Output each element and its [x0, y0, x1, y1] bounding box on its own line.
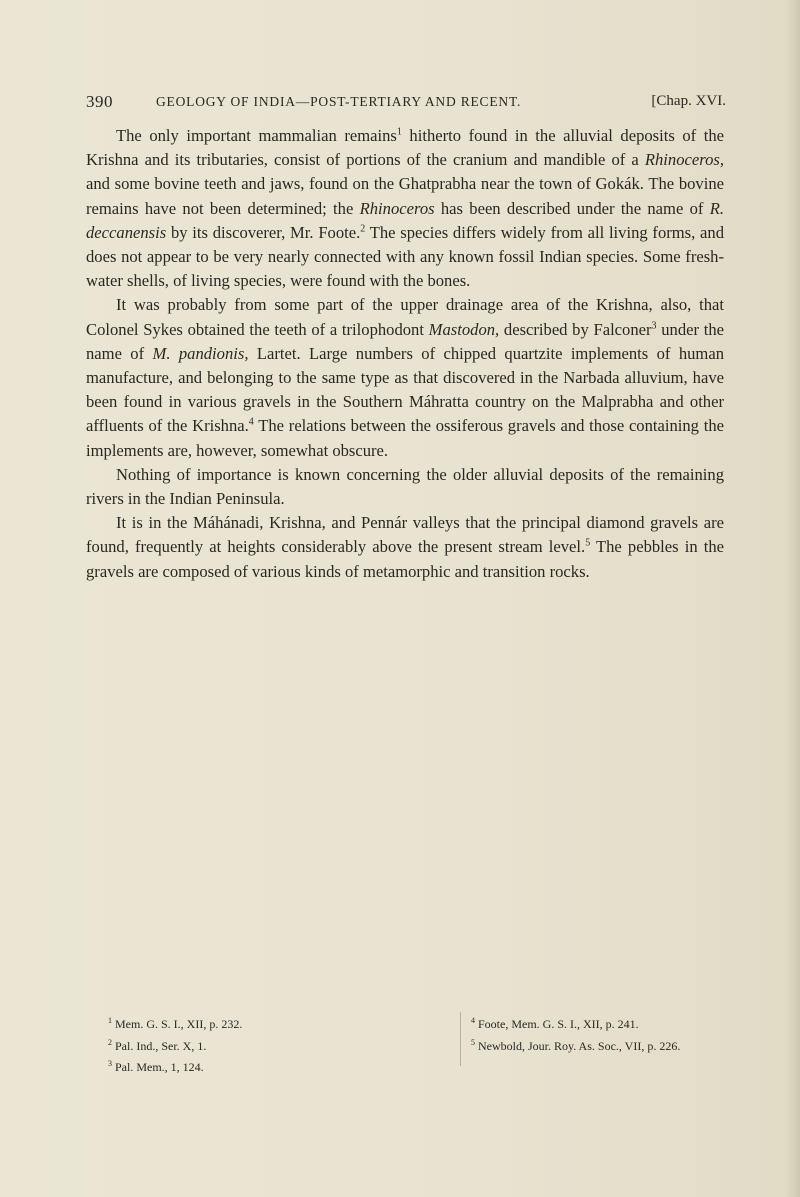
- running-title: GEOLOGY OF INDIA—POST-TERTIARY AND RECENT.: [156, 94, 522, 109]
- footnote-ref: 3: [651, 320, 657, 332]
- footnote-ref: 2: [360, 223, 366, 235]
- text-run: by its discoverer, Mr. Foote.: [166, 222, 361, 242]
- italic-term: Mastodon,: [428, 319, 500, 339]
- text-run: has been described under the name of: [434, 198, 710, 218]
- page-edge-shadow: [786, 0, 800, 1197]
- footnote-ref: 4: [248, 416, 254, 428]
- footnotes-left-column: [108, 1012, 448, 1077]
- footnote: [108, 1012, 448, 1034]
- footnote: [108, 1034, 448, 1056]
- footnote-text: Newbold, Jour. Roy. As. Soc., VII, p. 226.: [475, 1038, 681, 1053]
- text-run: hitherto found in the alluvial deposits of the Krishna and its tributaries, consist of portions of the cranium and mandible of a: [86, 126, 724, 170]
- footnote: [471, 1012, 761, 1034]
- paragraph: [86, 124, 724, 293]
- paragraph: [86, 293, 724, 462]
- footnote-mark: 1: [108, 1016, 112, 1025]
- italic-term: R. deccanensis: [86, 198, 725, 242]
- footnote-ref: 5: [585, 537, 591, 549]
- chapter-label: [Chap. XVI.: [651, 93, 726, 109]
- italic-term: Rhinoceros,: [644, 150, 724, 170]
- footnote-text: Pal. Mem., 1, 124.: [112, 1060, 204, 1074]
- footnote-text: Mem. G. S. I., XII, p. 232.: [112, 1017, 243, 1031]
- footnote-mark: 2: [108, 1037, 112, 1047]
- page-header: [86, 92, 726, 118]
- text-run: It was probably from some part of the upper drainage area of the Krishna, also, that Colonel Sykes obtained the teeth of a trilophodont: [86, 295, 724, 339]
- text-run: It is in the Máhánadi, Krishna, and Pennár valleys that the principal diamond gravels are found, frequently at heights considerably above the present stream level.: [86, 513, 724, 557]
- text-run: and some bovine teeth and jaws, found on the Ghatprabha near the town of Gokák. The bovine remains have not been determined; the: [86, 174, 724, 218]
- footnotes-right-column: [460, 1012, 761, 1066]
- body-text: [86, 124, 724, 584]
- paragraph: [86, 511, 724, 584]
- paragraph: [86, 463, 724, 511]
- text-run: The relations between the ossiferous gravels and those containing the implements are, however, somewhat obscure.: [86, 416, 725, 460]
- footnote: [108, 1055, 448, 1077]
- text-run: The pebbles in the gravels are composed of various kinds of metamorphic and transition rocks.: [86, 537, 724, 581]
- footnote: [471, 1034, 761, 1056]
- footnote-ref: 1: [396, 126, 402, 138]
- text-run: Lartet. Large numbers of chipped quartzite implements of human manufacture, and belonging to the same type as that discovered in the Narbada alluvium, have been found in various gravels in the Southern Máhratta country on the Malprabha and other affluents of the Krishna.: [86, 343, 724, 436]
- italic-term: M. pandionis,: [152, 343, 249, 363]
- footnote-mark: 4: [471, 1016, 475, 1025]
- text-run: The species differs widely from all living forms, and does not appear to be very nearly connected with any known fossil Indian species. Some fresh-water shells, of living species, were found with the bones.: [86, 222, 724, 291]
- text-run: The only important mammalian remains: [116, 126, 397, 145]
- footnote-mark: 5: [471, 1037, 475, 1047]
- footnote-mark: 3: [108, 1059, 112, 1068]
- footnote-text: Pal. Ind., Ser. X, 1.: [112, 1038, 207, 1053]
- italic-term: Rhinoceros: [359, 198, 435, 218]
- text-run: Nothing of importance is known concerning the older alluvial deposits of the remaining rivers in the Indian Peninsula.: [86, 464, 724, 509]
- text-run: described by Falconer: [499, 319, 652, 339]
- page-number: 390: [86, 92, 113, 111]
- footnote-text: Foote, Mem. G. S. I., XII, p. 241.: [475, 1017, 639, 1031]
- text-run: under the name of: [86, 319, 724, 363]
